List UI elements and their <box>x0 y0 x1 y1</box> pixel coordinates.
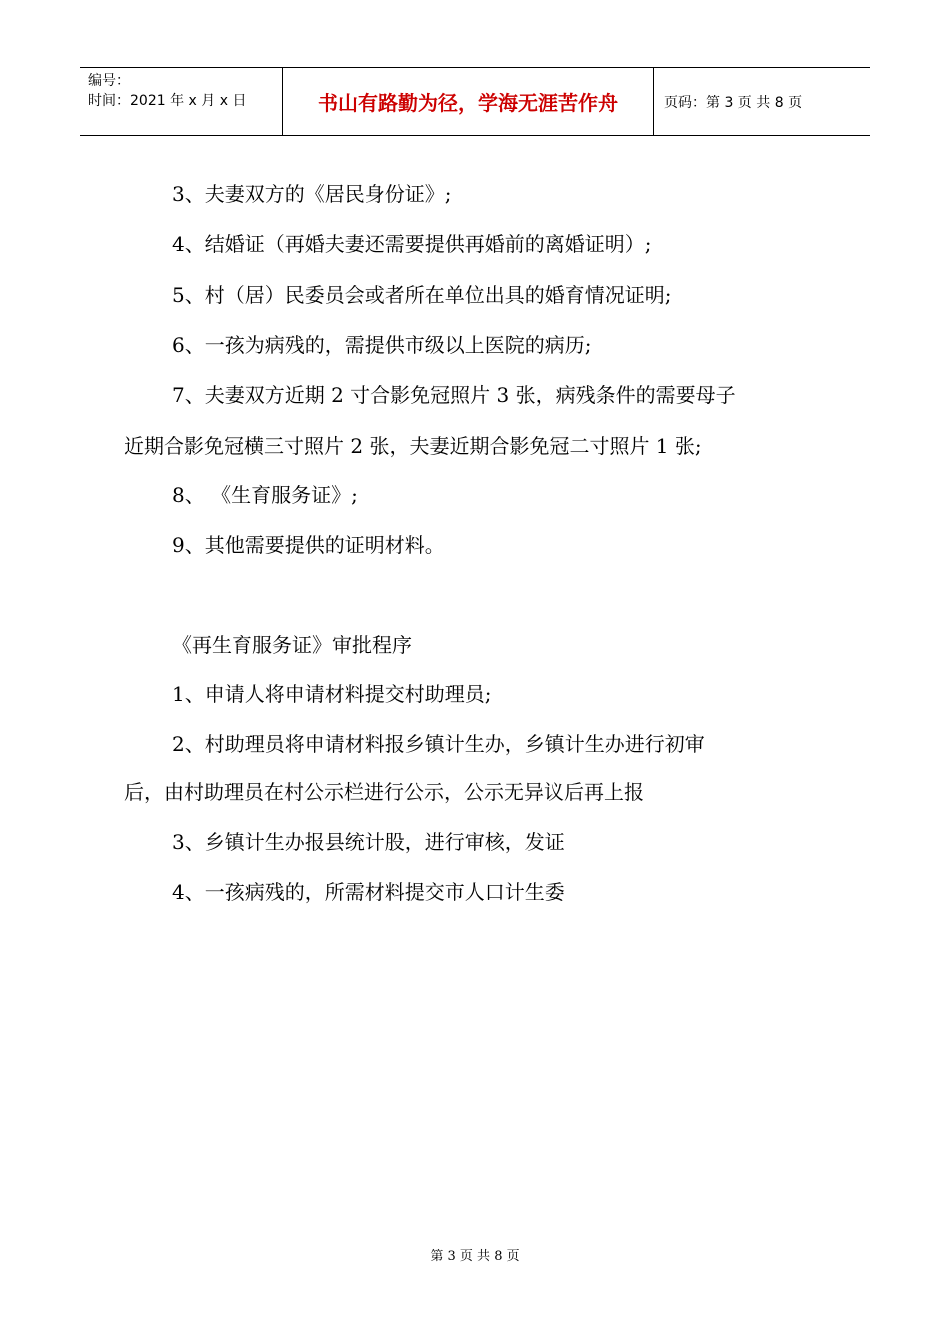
procedure-step: 2、村助理员将申请材料报乡镇计生办，乡镇计生办进行初审 <box>172 732 705 756</box>
document-number-label: 编号： <box>88 73 130 89</box>
header-page-info: 页码：第 3 页 共 8 页 <box>664 94 803 111</box>
header-motto: 书山有路勤为径，学海无涯苦作舟 <box>282 68 654 135</box>
material-item: 7、夫妻双方近期 2 寸合影免冠照片 3 张，病残条件的需要母子 <box>172 383 736 407</box>
material-item: 3、夫妻双方的《居民身份证》; <box>172 182 452 206</box>
procedure-step-continuation: 后，由村助理员在村公示栏进行公示，公示无异议后再上报 <box>124 780 644 804</box>
material-item: 5、村（居）民委员会或者所在单位出具的婚育情况证明; <box>172 283 672 307</box>
material-item: 9、其他需要提供的证明材料。 <box>172 533 445 557</box>
material-item: 8、 《生育服务证》; <box>172 483 358 507</box>
header-meta <box>80 68 282 135</box>
procedure-step: 3、乡镇计生办报县统计股，进行审核，发证 <box>172 830 565 854</box>
material-item: 4、结婚证（再婚夫妻还需要提供再婚前的离婚证明）; <box>172 232 652 256</box>
page-header <box>80 67 870 136</box>
page-footer: 第 3 页 共 8 页 <box>430 1249 520 1264</box>
procedure-step: 1、申请人将申请材料提交村助理员; <box>172 682 492 706</box>
material-item: 6、一孩为病残的，需提供市级以上医院的病历; <box>172 333 592 357</box>
material-item-continuation: 近期合影免冠横三寸照片 2 张，夫妻近期合影免冠二寸照片 1 张; <box>124 434 702 458</box>
procedure-title: 《再生育服务证》审批程序 <box>172 633 412 657</box>
document-time: 时间：2021 年 x 月 x 日 <box>88 93 247 109</box>
procedure-step: 4、一孩病残的，所需材料提交市人口计生委 <box>172 880 565 904</box>
